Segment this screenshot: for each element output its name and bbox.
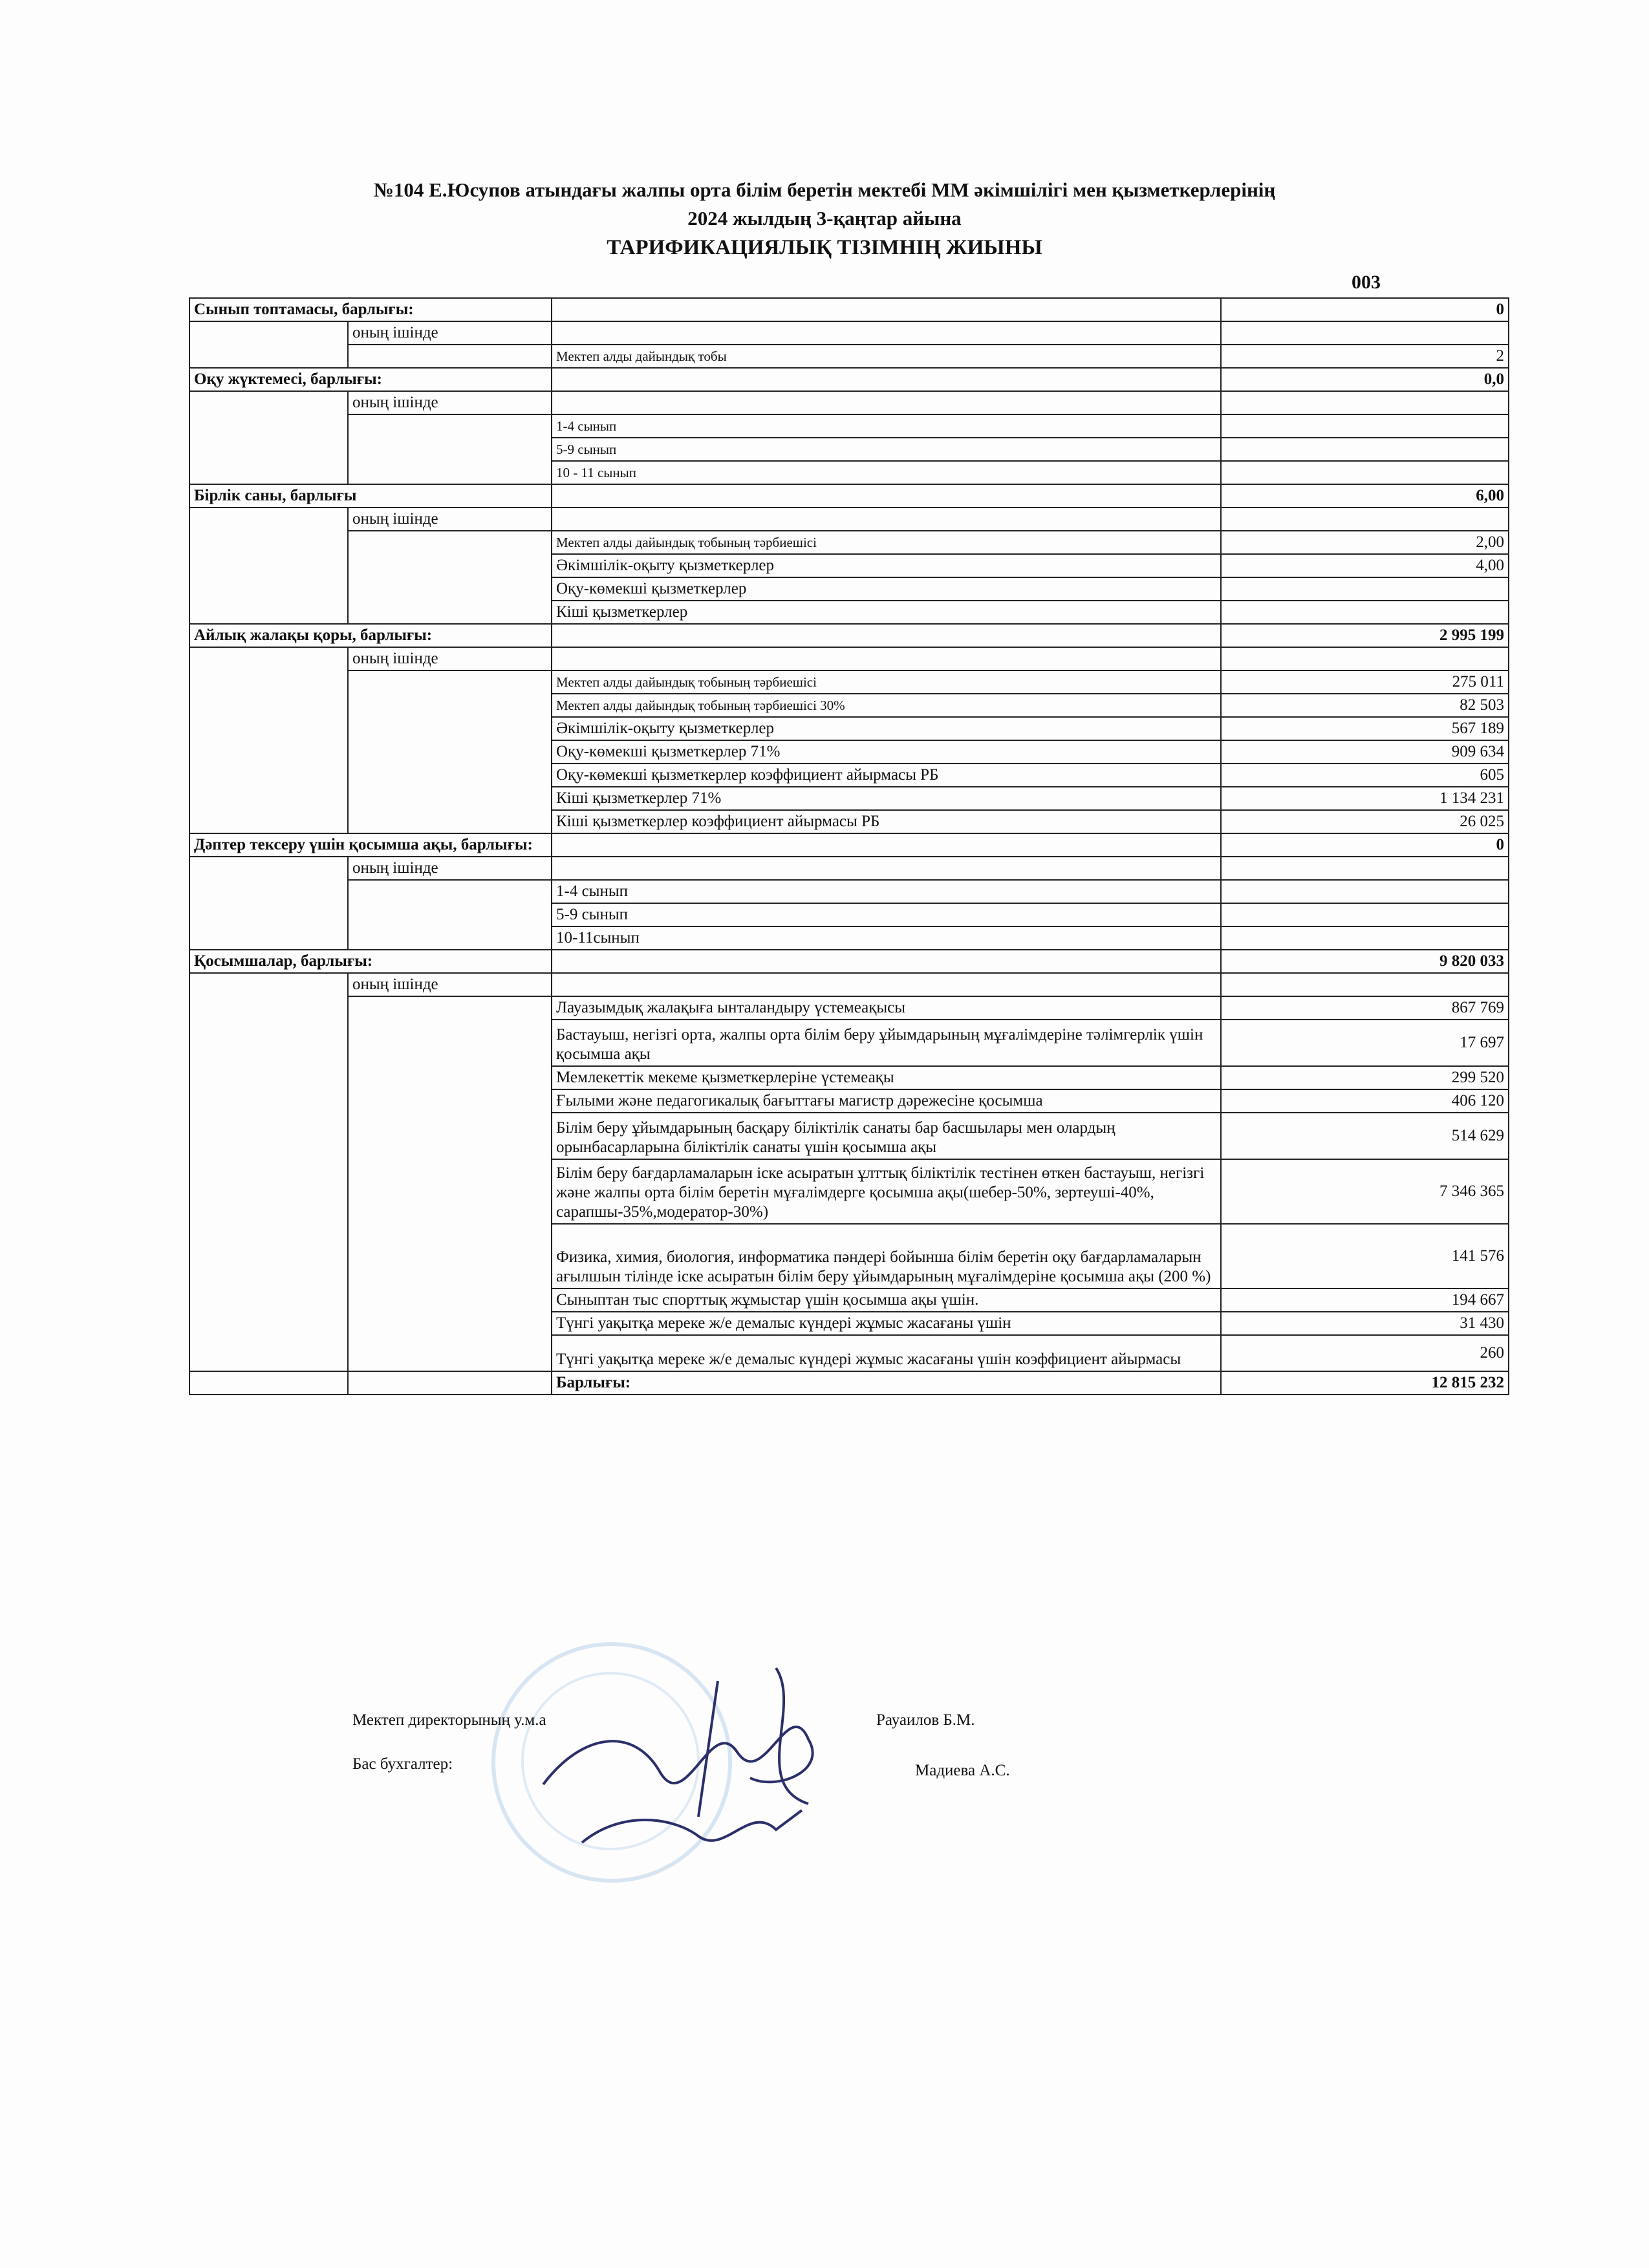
item-row — [189, 996, 1509, 1020]
item-value — [1221, 880, 1509, 903]
section-title: Бірлік саны, барлығы — [189, 484, 552, 508]
sub-label-row — [189, 391, 1509, 414]
item-label: 1-4 сынып — [552, 880, 1221, 903]
sub-label: оның ішінде — [348, 647, 552, 670]
sub-blank-value — [1221, 857, 1509, 880]
grand-total-label: Барлығы: — [552, 1371, 1221, 1395]
section-total: 6,00 — [1221, 484, 1509, 508]
sub-label: оның ішінде — [348, 857, 552, 880]
item-label: Мектеп алды дайындық тобының тәрбиешісі — [552, 670, 1221, 694]
item-label: Кіші қызметкерлер — [552, 601, 1221, 624]
sub-blank-value — [1221, 647, 1509, 670]
section-total: 0,0 — [1221, 368, 1509, 391]
document-header — [0, 176, 1649, 262]
item-label: Сыныптан тыс спорттық жұмыстар үшін қосымша ақы үшін. — [552, 1289, 1221, 1312]
item-value — [1221, 577, 1509, 601]
signature-drawing — [504, 1655, 905, 1875]
item-value: 1 134 231 — [1221, 787, 1509, 810]
group-cell — [348, 414, 552, 484]
item-value: 26 025 — [1221, 810, 1509, 833]
item-label: Бастауыш, негізгі орта, жалпы орта білім беру ұйымдарының мұғалімдеріне тәлімгерлік үшін қосымша ақы — [552, 1020, 1221, 1066]
sub-blank-value — [1221, 321, 1509, 345]
section-title: Қосымшалар, барлығы: — [189, 950, 552, 973]
item-label: Түнгі уақытқа мереке ж/е демалыс күндері жұмыс жасағаны үшін — [552, 1312, 1221, 1335]
item-value: 194 667 — [1221, 1289, 1509, 1312]
header-line-1: №104 Е.Юсупов атындағы жалпы орта білім беретін мектебі ММ әкімшілігі мен қызметкерлерінің — [373, 178, 1276, 201]
section-title: Сынып топтамасы, барлығы: — [189, 298, 552, 321]
item-value: 2 — [1221, 345, 1509, 368]
item-label: Әкімшілік-оқыту қызметкерлер — [552, 717, 1221, 740]
section-blank — [552, 298, 1221, 321]
item-value — [1221, 461, 1509, 484]
item-row — [189, 670, 1509, 694]
item-label: 5-9 сынып — [552, 903, 1221, 926]
section-total: 9 820 033 — [1221, 950, 1509, 973]
grand-total-row — [189, 1371, 1509, 1395]
item-label: Ғылыми және педагогикалық бағыттағы магистр дәрежесіне қосымша — [552, 1089, 1221, 1113]
item-value: 7 346 365 — [1221, 1159, 1509, 1224]
item-row — [189, 880, 1509, 903]
item-label: Кіші қызметкерлер 71% — [552, 787, 1221, 810]
item-value: 82 503 — [1221, 694, 1509, 717]
indent-cell — [189, 508, 348, 624]
group-cell — [348, 996, 552, 1371]
sub-blank — [552, 391, 1221, 414]
item-value — [1221, 926, 1509, 950]
item-value — [1221, 903, 1509, 926]
section-total: 2 995 199 — [1221, 624, 1509, 647]
sub-label: оның ішінде — [348, 508, 552, 531]
item-value — [1221, 414, 1509, 438]
header-line-3: ТАРИФИКАЦИЯЛЫҚ ТІЗІМНІҢ ЖИЫНЫ — [607, 236, 1042, 259]
item-label: Мектеп алды дайындық тобы — [552, 345, 1221, 368]
section-title: Айлық жалақы қоры, барлығы: — [189, 624, 552, 647]
sub-label: оның ішінде — [348, 391, 552, 414]
sub-blank — [552, 508, 1221, 531]
item-value: 909 634 — [1221, 740, 1509, 764]
sub-blank — [552, 647, 1221, 670]
document-number: 003 — [1352, 272, 1381, 293]
section-title: Оқу жүктемесі, барлығы: — [189, 368, 552, 391]
sub-blank-value — [1221, 973, 1509, 996]
group-cell — [348, 345, 552, 368]
item-value: 867 769 — [1221, 996, 1509, 1020]
item-value: 275 011 — [1221, 670, 1509, 694]
section-total: 0 — [1221, 298, 1509, 321]
section-row-workload — [189, 368, 1509, 391]
director-name: Рауаилов Б.М. — [876, 1711, 975, 1729]
item-label: Мектеп алды дайындық тобының тәрбиешісі — [552, 531, 1221, 554]
section-blank — [552, 484, 1221, 508]
section-blank — [552, 368, 1221, 391]
section-blank — [552, 624, 1221, 647]
sub-label: оның ішінде — [348, 321, 552, 345]
indent-cell — [189, 973, 348, 1371]
section-title: Дәптер тексеру үшін қосымша ақы, барлығы: — [189, 833, 552, 857]
section-row-allowances — [189, 950, 1509, 973]
item-label: Оқу-көмекші қызметкерлер коэффициент айырмасы РБ — [552, 764, 1221, 787]
tariff-summary-table — [189, 297, 1509, 1395]
item-label: Мемлекеттік мекеме қызметкерлеріне үстемеақы — [552, 1066, 1221, 1089]
item-value: 141 576 — [1221, 1224, 1509, 1289]
item-value — [1221, 601, 1509, 624]
group-cell — [348, 670, 552, 833]
sub-label-row — [189, 321, 1509, 345]
item-label: Мектеп алды дайындық тобының тәрбиешісі 30% — [552, 694, 1221, 717]
item-value: 4,00 — [1221, 554, 1509, 577]
item-label: 1-4 сынып — [552, 414, 1221, 438]
item-value: 17 697 — [1221, 1020, 1509, 1066]
indent-cell — [189, 321, 348, 368]
item-label: Түнгі уақытқа мереке ж/е демалыс күндері жұмыс жасағаны үшін коэффициент айырмасы — [552, 1335, 1221, 1371]
total-blank-2 — [348, 1371, 552, 1395]
item-value: 260 — [1221, 1335, 1509, 1371]
sub-blank — [552, 973, 1221, 996]
item-value: 299 520 — [1221, 1066, 1509, 1089]
accountant-label: Бас бухгалтер: — [352, 1755, 453, 1773]
sub-blank-value — [1221, 508, 1509, 531]
item-label: Білім беру ұйымдарының басқару біліктілік санаты бар басшылары мен олардың орынбасарларына біліктілік санаты үшін қосымша ақы — [552, 1113, 1221, 1159]
item-label: 5-9 сынып — [552, 438, 1221, 461]
item-value — [1221, 438, 1509, 461]
item-label: Білім беру бағдарламаларын іске асыратын ұлттық біліктілік тестінен өткен бастауыш, негізгі және жалпы орта білім беретін мұғалімдерге қосымша ақы(шебер-50%, зертеуші-40%, сарапшы-35%,модератор-30%) — [552, 1159, 1221, 1224]
total-blank-1 — [189, 1371, 348, 1395]
item-label: Кіші қызметкерлер коэффициент айырмасы РБ — [552, 810, 1221, 833]
section-blank — [552, 950, 1221, 973]
sub-blank — [552, 857, 1221, 880]
item-value: 514 629 — [1221, 1113, 1509, 1159]
item-value: 406 120 — [1221, 1089, 1509, 1113]
grand-total-value: 12 815 232 — [1221, 1371, 1509, 1395]
section-row-units — [189, 484, 1509, 508]
item-label: Физика, химия, биология, информатика пәндері бойынша білім беретін оқу бағдарламаларын ағылшын тілінде іске асыратын білім беру ұйымдарының мұғалімдеріне қосымша ақы (200 %) — [552, 1224, 1221, 1289]
section-total: 0 — [1221, 833, 1509, 857]
item-label: 10 - 11 сынып — [552, 461, 1221, 484]
section-blank — [552, 833, 1221, 857]
sub-label-row — [189, 647, 1509, 670]
group-cell — [348, 880, 552, 950]
director-label: Мектеп директорының у.м.а — [352, 1711, 546, 1729]
accountant-name: Мадиева А.С. — [915, 1762, 1010, 1779]
sub-label: оның ішінде — [348, 973, 552, 996]
item-label: Лауазымдық жалақыға ынталандыру үстемеақысы — [552, 996, 1221, 1020]
header-line-2: 2024 жылдың 3-қаңтар айына — [687, 207, 962, 230]
section-row-class_groups — [189, 298, 1509, 321]
item-value: 605 — [1221, 764, 1509, 787]
sub-label-row — [189, 857, 1509, 880]
item-label: 10-11сынып — [552, 926, 1221, 950]
sub-blank — [552, 321, 1221, 345]
section-row-salary_fund — [189, 624, 1509, 647]
sub-label-row — [189, 973, 1509, 996]
item-row — [189, 345, 1509, 368]
group-cell — [348, 531, 552, 624]
item-row — [189, 414, 1509, 438]
indent-cell — [189, 857, 348, 950]
item-label: Оқу-көмекші қызметкерлер — [552, 577, 1221, 601]
sub-blank-value — [1221, 391, 1509, 414]
item-label: Әкімшілік-оқыту қызметкерлер — [552, 554, 1221, 577]
indent-cell — [189, 647, 348, 833]
indent-cell — [189, 391, 348, 484]
section-row-notebook_check — [189, 833, 1509, 857]
item-value: 2,00 — [1221, 531, 1509, 554]
item-value: 567 189 — [1221, 717, 1509, 740]
sub-label-row — [189, 508, 1509, 531]
item-value: 31 430 — [1221, 1312, 1509, 1335]
item-row — [189, 531, 1509, 554]
item-label: Оқу-көмекші қызметкерлер 71% — [552, 740, 1221, 764]
